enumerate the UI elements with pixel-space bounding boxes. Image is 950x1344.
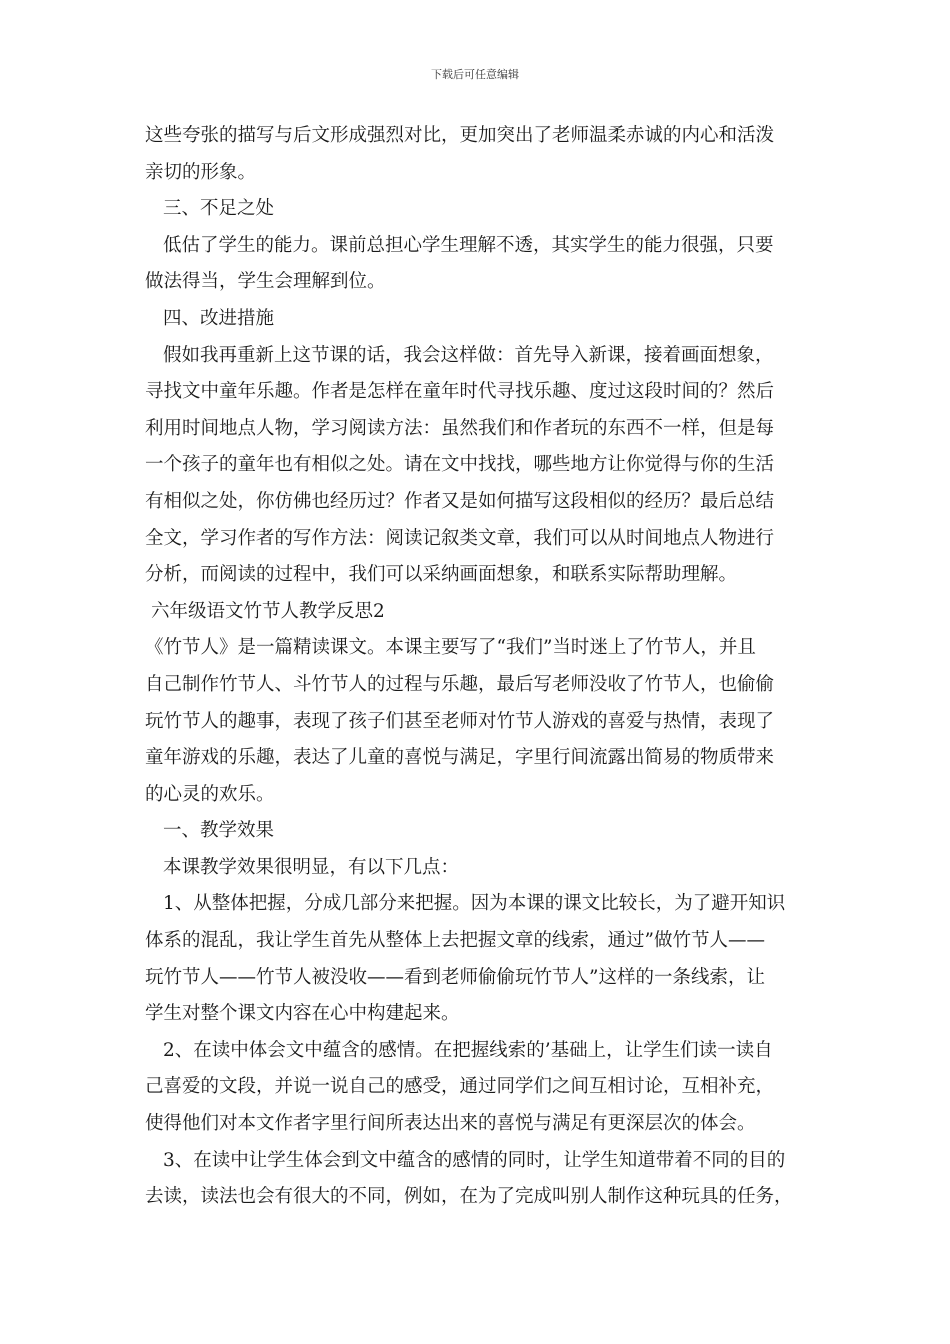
page-header-note: 下载后可任意编辑 (431, 68, 519, 81)
text-line: 《竹节人》是一篇精读课文。本课主要写了“我们”当时迷上了竹节人，并且 (145, 637, 756, 659)
section-heading: 三、不足之处 (163, 198, 275, 220)
text-line: 全文，学习作者的写作方法：阅读记叙类文章，我们可以从时间地点人物进行 (145, 527, 775, 549)
text-line: 2、在读中体会文中蕴含的感情。在把握线索的’基础上，让学生们读一读自 (163, 1039, 773, 1061)
text-line: 寻找文中童年乐趣。作者是怎样在童年时代寻找乐趣、度过这段时间的？然后 (145, 381, 775, 403)
text-line: 亲切的形象。 (145, 161, 257, 183)
text-line: 玩竹节人——竹节人被没收——看到老师偷偷玩竹节人”这样的一条线索，让 (145, 966, 765, 988)
section-heading: 四、改进措施 (163, 307, 275, 329)
text-line: 1、从整体把握，分成几部分来把握。因为本课的课文比较长，为了避开知识 (163, 893, 786, 915)
document-body (145, 118, 815, 1216)
text-line: 童年游戏的乐趣，表达了儿童的喜悦与满足，字里行间流露出简易的物质带来 (145, 747, 775, 769)
text-line: 学生对整个课文内容在心中构建起来。 (145, 1003, 460, 1025)
text-line: 这些夸张的描写与后文形成强烈对比，更加突出了老师温柔赤诚的内心和活泼 (145, 125, 775, 146)
text-line: 己喜爱的文段，并说一说自己的感受，通过同学们之间互相讨论，互相补充， (145, 1076, 775, 1098)
text-line: 利用时间地点人物，学习阅读方法：虽然我们和作者玩的东西不一样，但是每 (145, 417, 775, 439)
document-subtitle: 六年级语文竹节人教学反思2 (151, 600, 385, 622)
text-line: 玩竹节人的趣事，表现了孩子们甚至老师对竹节人游戏的喜爱与热情，表现了 (145, 710, 775, 732)
text-line: 分析，而阅读的过程中，我们可以采纳画面想象，和联系实际帮助理解。 (145, 564, 738, 586)
text-line: 假如我再重新上这节课的话，我会这样做：首先导入新课，接着画面想象， (163, 344, 774, 366)
section-heading: 一、教学效果 (163, 820, 275, 842)
text-line: 的心灵的欢乐。 (145, 783, 275, 805)
text-line: 自己制作竹节人、斗竹节人的过程与乐趣，最后写老师没收了竹节人，也偷偷 (145, 673, 775, 695)
text-line: 本课教学效果很明显，有以下几点： (163, 856, 460, 878)
text-line: 去读，读法也会有很大的不同，例如，在为了完成叫别人制作这种玩具的任务， (145, 1186, 793, 1208)
text-line: 有相似之处，你仿佛也经历过？作者又是如何描写这段相似的经历？最后总结 (145, 490, 775, 512)
text-line: 使得他们对本文作者字里行间所表达出来的喜悦与满足有更深层次的体会。 (145, 1113, 756, 1135)
text-line: 一个孩子的童年也有相似之处。请在文中找找，哪些地方让你觉得与你的生活 (145, 454, 775, 476)
text-line: 低估了学生的能力。课前总担心学生理解不透，其实学生的能力很强，只要 (163, 234, 774, 256)
text-line: 3、在读中让学生体会到文中蕴含的感情的同时，让学生知道带着不同的目的 (163, 1149, 786, 1171)
text-line: 做法得当，学生会理解到位。 (145, 271, 386, 293)
text-line: 体系的混乱，我让学生首先从整体上去把握文章的线索，通过”做竹节人—— (145, 930, 765, 952)
